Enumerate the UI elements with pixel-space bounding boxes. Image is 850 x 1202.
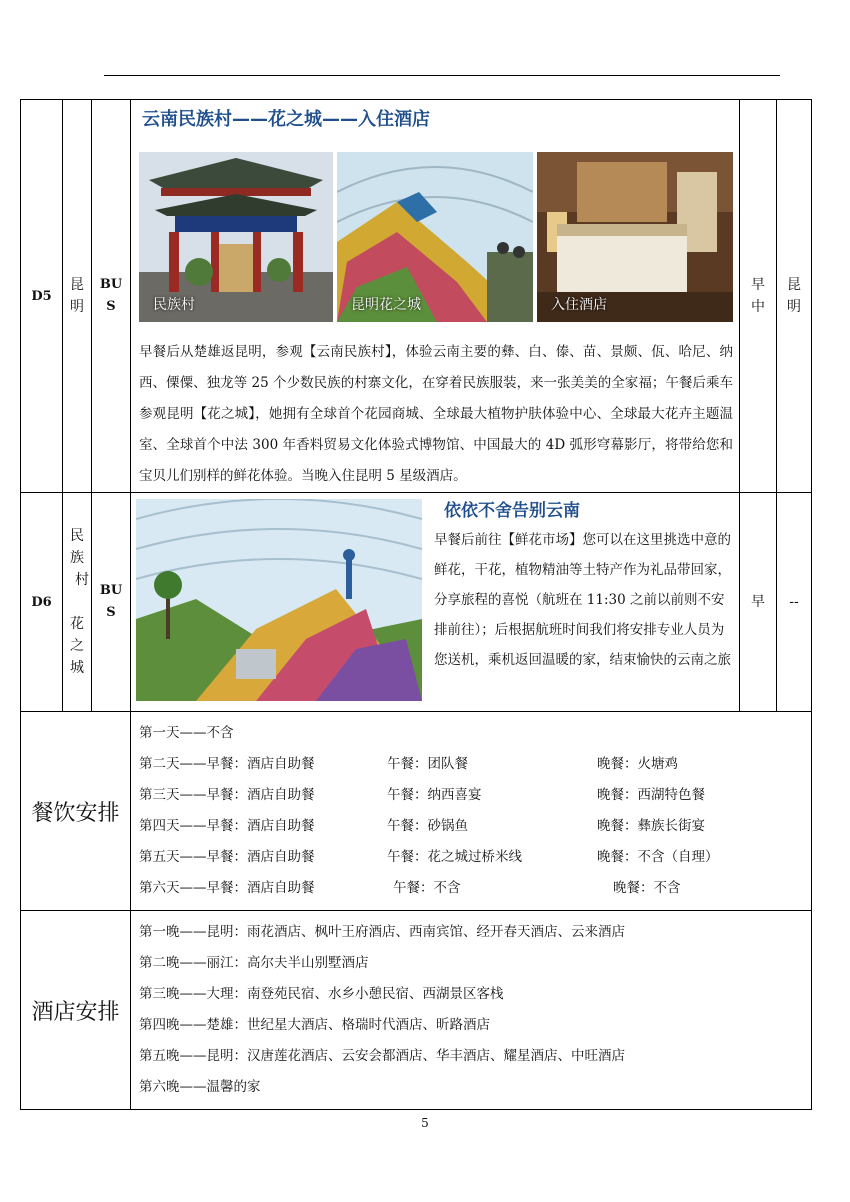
- city-char: 之: [70, 638, 84, 654]
- photo-ethnic-village: [139, 152, 333, 322]
- meal-breakfast: 第四天——早餐：酒店自助餐: [139, 818, 315, 834]
- hotel-night: 第五晚——昆明：汉唐莲花酒店、云安会都酒店、华丰酒店、耀星酒店、中旺酒店: [139, 1048, 625, 1064]
- hotel-night: 第六晚——温馨的家: [139, 1079, 261, 1095]
- transport-cell: [92, 493, 131, 712]
- day-content: [131, 493, 740, 712]
- meal-breakfast: 第一天——不含: [139, 725, 234, 741]
- day-title: 云南民族村——花之城——入住酒店: [142, 109, 430, 130]
- photo-hotel-room: [537, 152, 733, 322]
- day-label: D5: [21, 100, 63, 493]
- city-char: 昆: [70, 277, 84, 293]
- photo-caption: 入住酒店: [551, 297, 607, 313]
- meal-row: [139, 780, 811, 811]
- meal-dinner: 晚餐：不含（自理）: [597, 849, 719, 865]
- transport-cell: [92, 100, 131, 493]
- meals-cell: [740, 100, 777, 493]
- transport-text: S: [106, 299, 116, 314]
- day-title: 依依不舍告别云南: [444, 501, 580, 521]
- meal-breakfast: 第三天——早餐：酒店自助餐: [139, 787, 315, 803]
- meals-list: [131, 712, 812, 911]
- meal-char: 早: [751, 277, 765, 293]
- meal-dinner: 晚餐：西湖特色餐: [597, 787, 705, 803]
- meal-row: [139, 842, 811, 873]
- city-cell: [63, 100, 92, 493]
- meal-row: [139, 811, 811, 842]
- day-content: [131, 100, 740, 493]
- hotel-section: [21, 911, 812, 1110]
- meal-dinner: 晚餐：不含: [613, 880, 681, 896]
- hotel-night: 第三晚——大理：南登苑民宿、水乡小憩民宿、西湖景区客栈: [139, 986, 504, 1002]
- day-row-d6: [21, 493, 812, 712]
- hotel-cell: [777, 100, 812, 493]
- meal-lunch: 午餐：砂锅鱼: [387, 818, 468, 834]
- meal-dinner: 晚餐：彝族长街宴: [597, 818, 705, 834]
- transport-text: BU: [99, 277, 123, 292]
- meal-row: [139, 718, 811, 749]
- hotel-night: 第一晚——昆明：雨花酒店、枫叶王府酒店、西南宾馆、经开春天酒店、云来酒店: [139, 924, 625, 940]
- meal-breakfast: 第五天——早餐：酒店自助餐: [139, 849, 315, 865]
- hotel-char: 明: [787, 299, 801, 315]
- hotel-char: 昆: [787, 277, 801, 293]
- day-description: 早餐后从楚雄返昆明，参观【云南民族村】，体验云南主要的彝、白、傣、苗、景颇、佤、哈尼、纳西、傈僳、独龙等 25 个少数民族的村寨文化，在穿着民族服装，来一张美美的全家福；午餐后乘车参观昆明【花之城】，她拥有全球首个花园商城、全球最大植物护肤体验中心、全球最大花卉主题温室、全球首个中法 300 年香料贸易文化体验式博物馆、中国最大的 4D 弧形穹幕影厅，将带给您和宝贝儿们别样的鲜花体验。当晚入住昆明 5 星级酒店。: [139, 344, 733, 484]
- hotel-row: [139, 1041, 811, 1072]
- meal-lunch: 午餐：不含: [393, 880, 461, 896]
- city-char: 明: [70, 299, 84, 315]
- transport-text: S: [106, 605, 116, 620]
- photo-caption: 民族村: [153, 297, 195, 313]
- day-row-d5: [21, 100, 812, 493]
- hotel-night: 第二晚——丽江：高尔夫半山别墅酒店: [139, 955, 369, 971]
- city-char: 村: [75, 572, 89, 588]
- hotel-row: [139, 979, 811, 1010]
- photo-flower-city: [337, 152, 533, 322]
- hotel-night: 第四晚——楚雄：世纪星大酒店、格瑞时代酒店、昕路酒店: [139, 1017, 490, 1033]
- meal-lunch: 午餐：团队餐: [387, 756, 468, 772]
- meal-row: [139, 873, 811, 904]
- hotel-list: [131, 911, 812, 1110]
- photo-flower-greenhouse: [136, 499, 422, 701]
- city-char: 民: [70, 528, 84, 544]
- page-number: 5: [421, 1116, 429, 1130]
- meal-dinner: 晚餐：火塘鸡: [597, 756, 678, 772]
- meal-lunch: 午餐：花之城过桥米线: [387, 849, 522, 865]
- hotel-cell: --: [777, 493, 812, 712]
- header-rule: [104, 75, 780, 76]
- hotel-row: [139, 1072, 811, 1103]
- city-char: 城: [70, 660, 84, 676]
- meals-section: [21, 712, 812, 911]
- meal-row: [139, 749, 811, 780]
- meals-label: 餐饮安排: [21, 712, 131, 911]
- city-char: 族: [70, 550, 84, 566]
- hotel-label: 酒店安排: [21, 911, 131, 1110]
- meal-breakfast: 第二天——早餐：酒店自助餐: [139, 756, 315, 772]
- city-char: 花: [70, 616, 84, 632]
- meal-char: 中: [751, 299, 765, 315]
- meal-breakfast: 第六天——早餐：酒店自助餐: [139, 880, 315, 896]
- itinerary-table: [20, 99, 812, 1110]
- day-description: 早餐后前往【鲜花市场】您可以在这里挑选中意的鲜花，干花，植物精油等土特产作为礼品带回家，分享旅程的喜悦（航班在 11:30 之前以前则不安排前往）；后根据航班时间我们将安排专业人员为您送机，乘机返回温暖的家，结束愉快的云南之旅: [434, 532, 731, 668]
- photo-caption: 昆明花之城: [351, 297, 421, 313]
- transport-text: BU: [99, 583, 123, 598]
- city-char: [63, 591, 91, 613]
- meals-cell: 早: [740, 493, 777, 712]
- city-cell: [63, 493, 92, 712]
- hotel-row: [139, 948, 811, 979]
- hotel-row: [139, 917, 811, 948]
- day-label: D6: [21, 493, 63, 712]
- meal-lunch: 午餐：纳西喜宴: [387, 787, 482, 803]
- hotel-row: [139, 1010, 811, 1041]
